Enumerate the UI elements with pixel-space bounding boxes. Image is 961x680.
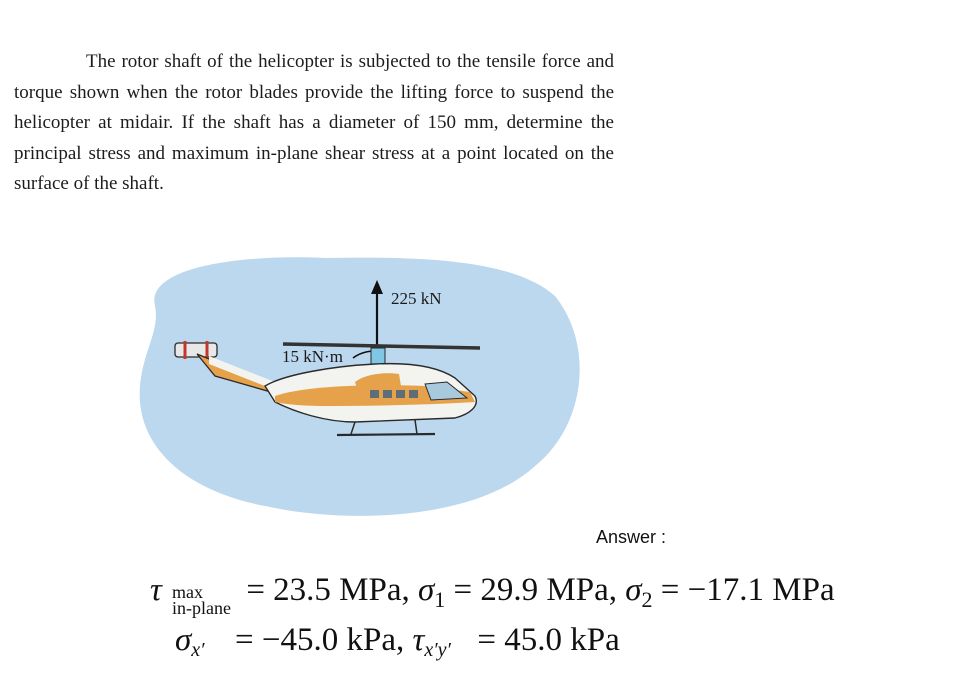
problem-statement: The rotor shaft of the helicopter is subjected to the tensile force and torque shown when the rotor blades provide the lifting force to suspend the helicopter at midair. If the shaft has a diameter of 150 mm, determine the principal stress and maximum in-plane shear stress at a point located on the surface of the shaft.	[14, 51, 614, 195]
helicopter-figure	[125, 236, 605, 526]
window	[409, 390, 418, 398]
sigma2-sub: 2	[641, 587, 653, 612]
answer-line-1	[150, 572, 835, 618]
sigma2-symbol: σ	[625, 572, 642, 608]
window	[383, 390, 392, 398]
sigma1-sub: 1	[434, 587, 446, 612]
torque-label: 15 kN·m	[282, 347, 343, 366]
answer-label: Answer :	[596, 527, 667, 547]
landing-skid	[337, 434, 435, 435]
sigma-x-symbol: σ	[175, 622, 192, 658]
tau-max-value: = 23.5 MPa,	[246, 572, 410, 608]
sigma-x-sub: x′	[191, 639, 205, 661]
sigma-x-value: = −45.0 kPa,	[235, 622, 405, 658]
tau-symbol: τ	[150, 572, 162, 608]
tau-xy-sub: x′y′	[424, 639, 451, 661]
answer-line-2	[175, 622, 620, 659]
tau-sub-in-plane: in-plane	[172, 598, 231, 618]
window	[370, 390, 379, 398]
sigma2-value: = −17.1 MPa	[660, 572, 835, 608]
helicopter-illustration	[125, 236, 605, 526]
window	[396, 390, 405, 398]
tau-max-symbol	[150, 572, 231, 618]
tau-sub-max: max	[172, 582, 203, 602]
tail-rotor	[175, 343, 217, 357]
sigma1-symbol: σ	[418, 572, 435, 608]
tau-xy-value: = 45.0 kPa	[477, 622, 620, 658]
force-label: 225 kN	[391, 289, 442, 308]
sigma1-value: = 29.9 MPa,	[453, 572, 617, 608]
tau-xy-symbol: τ	[412, 622, 425, 658]
tau-subscript	[172, 584, 231, 616]
